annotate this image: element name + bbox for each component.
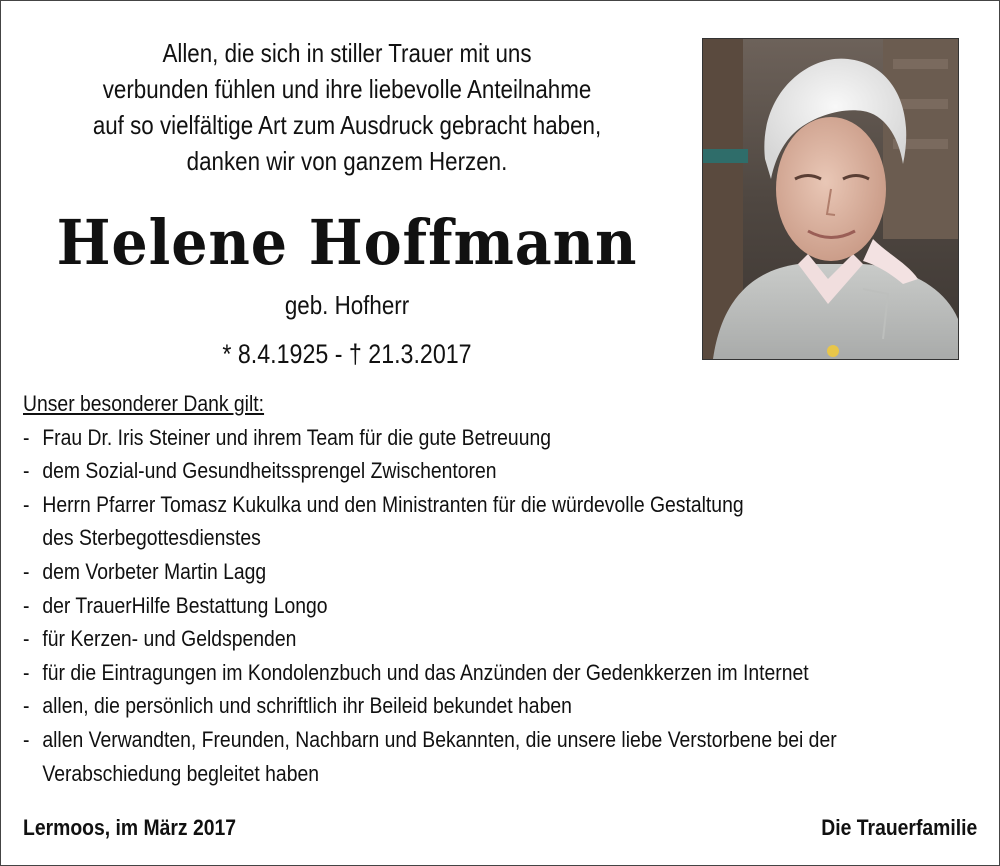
life-dates: * 8.4.1925 - † 21.3.2017: [222, 339, 472, 369]
list-item: [23, 622, 868, 656]
dash-bullet: -: [23, 424, 30, 450]
dash-bullet: -: [23, 458, 30, 484]
list-item-text: Frau Dr. Iris Steiner und ihrem Team für die gute Betreuung: [42, 424, 552, 450]
list-item-text: der TrauerHilfe Bestattung Longo: [42, 592, 328, 618]
intro-line: verbunden fühlen und ihre liebevolle Anteilnahme: [102, 74, 592, 104]
list-item: [23, 723, 868, 790]
list-item-text: für die Eintragungen im Kondolenzbuch und das Anzünden der Gedenkkerzen im Internet: [42, 659, 809, 685]
list-item: [23, 689, 868, 723]
portrait-photo-icon: [703, 39, 958, 359]
intro-line: danken wir von ganzem Herzen.: [186, 146, 508, 176]
dash-bullet: -: [23, 491, 30, 517]
list-item-text: allen, die persönlich und schriftlich ihr Beileid bekundet haben: [42, 693, 572, 719]
thanks-section: [23, 387, 868, 790]
list-item: [23, 421, 868, 455]
list-item: [23, 555, 868, 589]
dash-bullet: -: [23, 558, 30, 584]
dash-bullet: -: [23, 726, 30, 752]
signature: Die Trauerfamilie: [820, 815, 977, 840]
portrait-photo: [702, 38, 959, 360]
dash-bullet: -: [23, 659, 30, 685]
intro-line: auf so vielfältige Art zum Ausdruck gebracht haben,: [92, 110, 602, 140]
list-item: [23, 454, 868, 488]
list-item: [23, 656, 868, 690]
list-item-text: Verabschiedung begleitet haben: [42, 760, 320, 786]
list-item-text: des Sterbegottesdienstes: [42, 525, 261, 551]
list-item-text: dem Sozial-und Gesundheitssprengel Zwischentoren: [42, 458, 497, 484]
list-item: [23, 488, 868, 555]
dash-bullet: -: [23, 592, 30, 618]
intro-text: [67, 35, 628, 179]
list-item-text: für Kerzen- und Geldspenden: [42, 626, 297, 652]
list-item-text: Herrn Pfarrer Tomasz Kukulka und den Ministranten für die würdevolle Gestaltung: [42, 491, 744, 517]
birth-name: geb. Hofherr: [284, 290, 410, 320]
thanks-heading: Unser besonderer Dank gilt:: [23, 391, 265, 416]
deceased-name: Helene Hoffmann: [56, 206, 638, 279]
list-item: [23, 589, 868, 623]
dash-bullet: -: [23, 693, 30, 719]
intro-line: Allen, die sich in stiller Trauer mit uns: [162, 38, 532, 68]
list-item-text: allen Verwandten, Freunden, Nachbarn und Bekannten, die unsere liebe Verstorbene bei der: [42, 726, 837, 752]
place-date: Lermoos, im März 2017: [23, 815, 237, 840]
dash-bullet: -: [23, 626, 30, 652]
list-item-text: dem Vorbeter Martin Lagg: [42, 558, 267, 584]
